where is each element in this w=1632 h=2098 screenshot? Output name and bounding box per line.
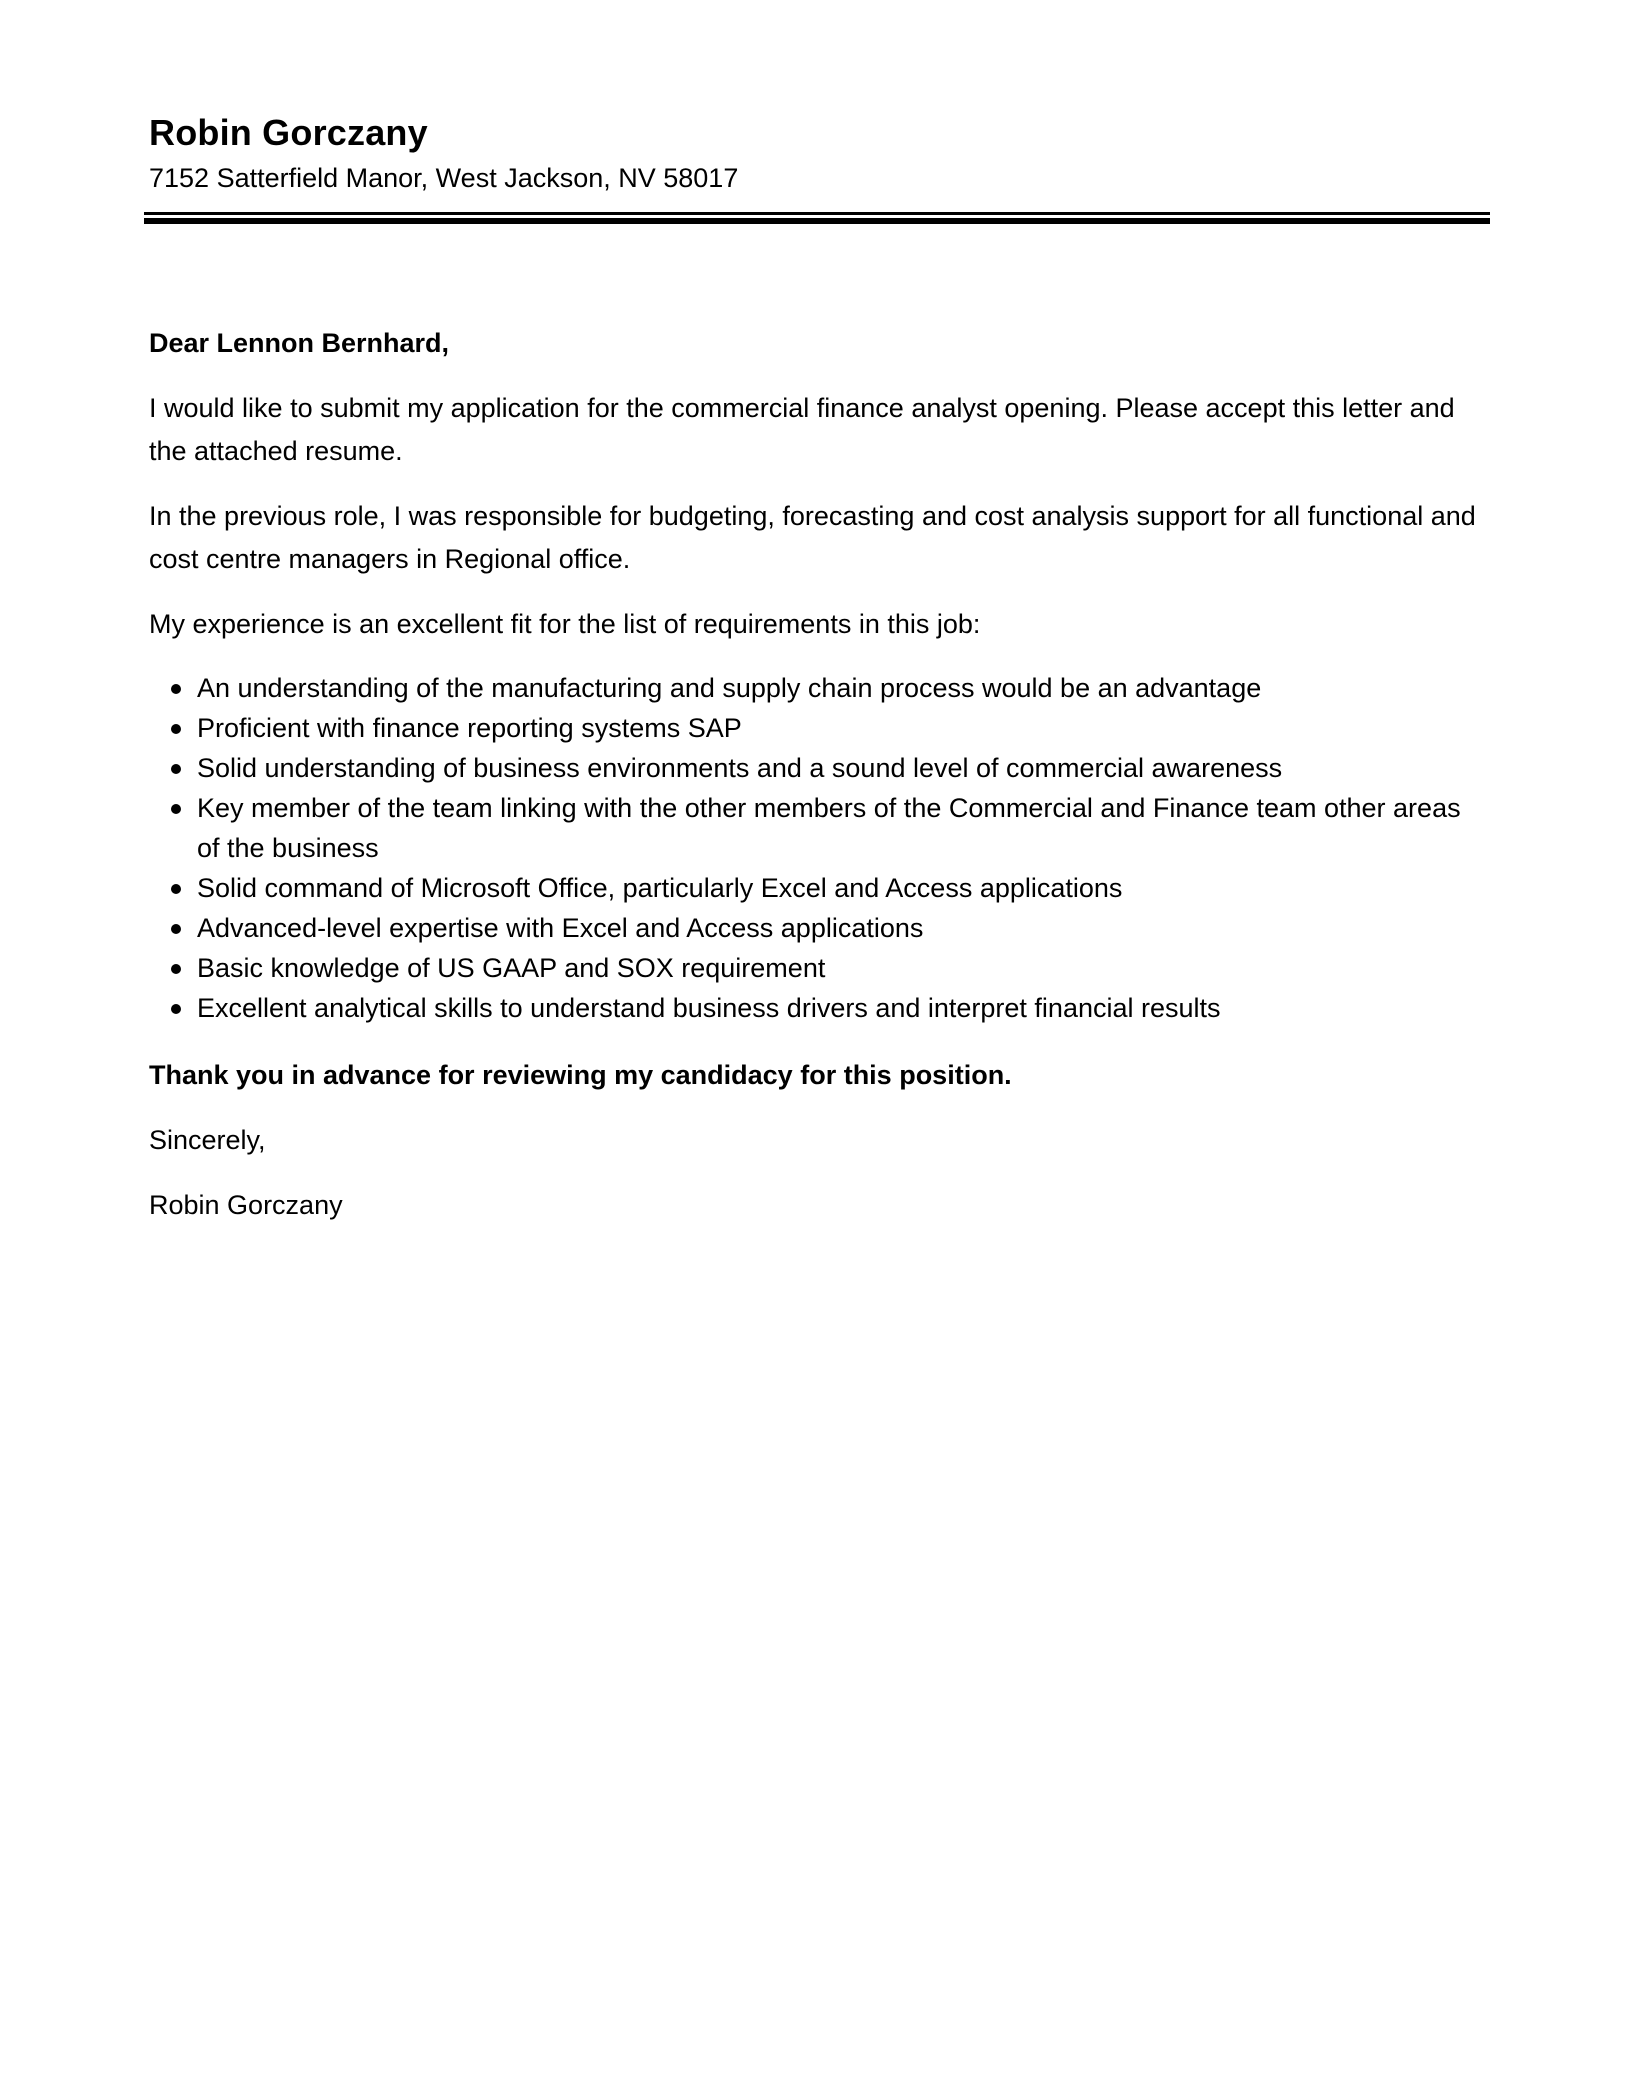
list-item-text: Excellent analytical skills to understand business drivers and interpret financial results [197, 993, 1221, 1023]
list-item [149, 948, 1489, 988]
bullet-icon [171, 804, 181, 814]
list-item [149, 788, 1489, 868]
list-item-text: Solid command of Microsoft Office, particularly Excel and Access applications [197, 873, 1123, 903]
list-item-text: Key member of the team linking with the other members of the Commercial and Finance team other areas of the business [197, 793, 1461, 863]
bullet-icon [171, 684, 181, 694]
paragraph-fit: My experience is an excellent fit for the list of requirements in this job: [149, 609, 981, 639]
signature-name: Robin Gorczany [149, 1190, 343, 1220]
bullet-icon [171, 764, 181, 774]
closing-statement: Thank you in advance for reviewing my candidacy for this position. [149, 1060, 1012, 1090]
list-item-text: An understanding of the manufacturing and supply chain process would be an advantage [197, 673, 1262, 703]
letter-body [149, 322, 1489, 1249]
letter-header [149, 110, 1489, 198]
list-item [149, 868, 1489, 908]
paragraph-intro: I would like to submit my application for the commercial finance analyst opening. Please accept this letter and the attached resume. [149, 393, 1455, 466]
signoff: Sincerely, [149, 1125, 266, 1155]
sender-address: 7152 Satterfield Manor, West Jackson, NV 58017 [149, 163, 739, 193]
list-item-text: Proficient with finance reporting systems SAP [197, 713, 742, 743]
bullet-icon [171, 884, 181, 894]
list-item-text: Basic knowledge of US GAAP and SOX requirement [197, 953, 826, 983]
bullet-icon [171, 964, 181, 974]
bullet-icon [171, 1004, 181, 1014]
divider-thick-line [144, 218, 1490, 224]
requirements-list [149, 668, 1489, 1028]
list-item [149, 748, 1489, 788]
sender-name: Robin Gorczany [149, 112, 428, 153]
list-item [149, 668, 1489, 708]
list-item [149, 708, 1489, 748]
list-item-text: Advanced-level expertise with Excel and Access applications [197, 913, 924, 943]
salutation: Dear Lennon Bernhard, [149, 328, 450, 358]
list-item-text: Solid understanding of business environments and a sound level of commercial awareness [197, 753, 1283, 783]
bullet-icon [171, 724, 181, 734]
paragraph-experience: In the previous role, I was responsible for budgeting, forecasting and cost analysis support for all functional and cost centre managers in Regional office. [149, 501, 1476, 574]
bullet-icon [171, 924, 181, 934]
list-item [149, 908, 1489, 948]
header-divider [144, 212, 1490, 224]
list-item [149, 988, 1489, 1028]
